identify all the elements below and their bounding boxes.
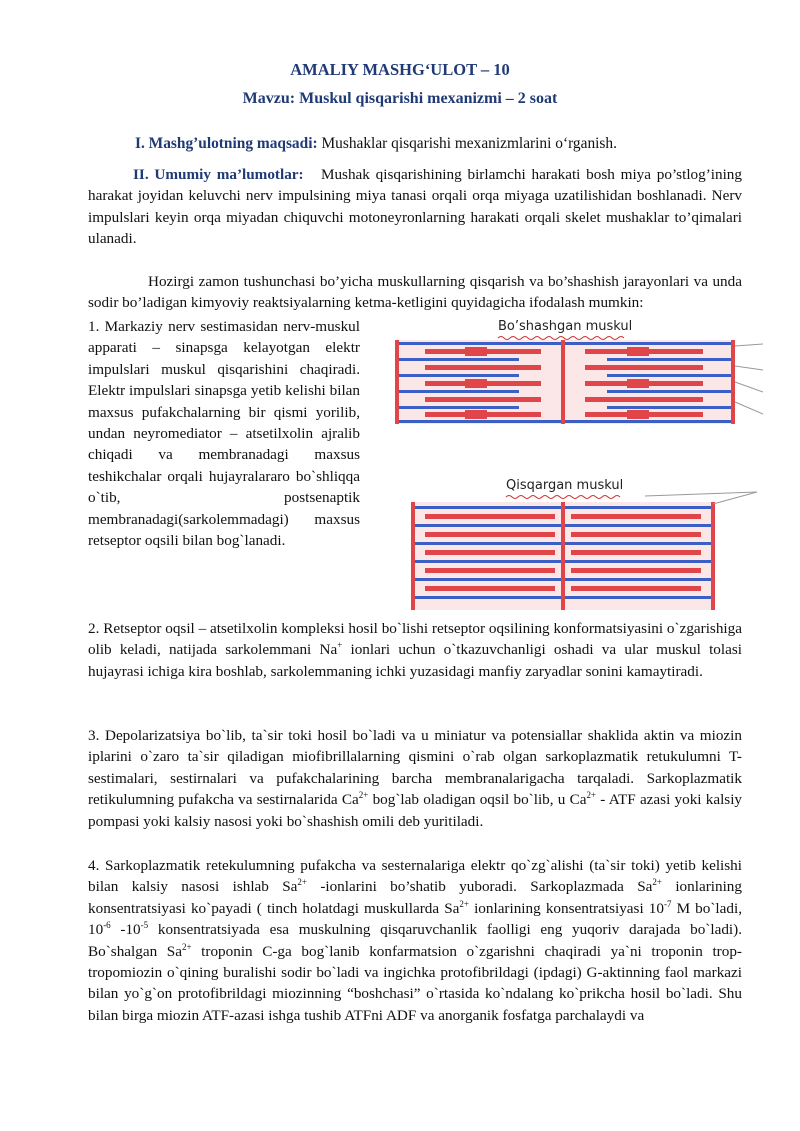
item4-sup-7: 2+	[181, 941, 192, 952]
item3-sup-2: 2+	[586, 790, 597, 801]
item3-sup-1: 2+	[358, 790, 369, 801]
item4-text-h: troponin C-ga bog`lanib konfarmatsion o`zgarishni chaqiradi ya`ni troponin trop-tropomiozin o`qining buralishi sodir bo`ladi va ingichka protofibrildagi (ipdagi) G-aktinning faol markazi bilan yo`g`on protofibrildagi miozinning “boshchasi” o`rtasida ko`ndalang ko`prikcha hosil bo`ladi. Shu bilan birga miozin ATF-azasi ishga tushib ATFni ADF va anorganik fosfatga parchalaydi va	[88, 942, 742, 1024]
item2-text-a: 2. Retseptor oqsil – atsetilxolin kompleksi hosil bo`lishi retseptor oqsilining konformatsiyasini o`zgarishiga olib keladi, natijada sarkolemmani Na	[88, 620, 742, 659]
section-general	[88, 164, 742, 250]
item4-sup-4: -7	[663, 898, 672, 909]
relaxed-muscle-diagram	[395, 340, 763, 424]
item3-text-a: 3. Depolarizatsiya bo`lib, ta`sir toki hosil bo`ladi va u miniatur va potensiallar shaklida aktin va miozin iplarini o`zaro ta`sir qiladigan miofibrillalarning qismini o`rab olgan sarkoplazmatik retukulumni T-sestimalari, sestirnalari va pufakchalarining barcha membranalarigacha tarqaladi. Sarkoplazmatik retikulumning pufakcha va sestirnalarida Ca	[88, 727, 742, 809]
item4-text-b: -ionlarini bo’shatib yuboradi. Sarkoplazmada Sa	[306, 878, 653, 896]
item3-text-c: - ATF azasi yoki kalsiy pompasi yoki kalsiy nasosi yoki bo`shashish omili deb yuritiladi.	[88, 791, 743, 830]
page-subtitle: Mavzu: Muskul qisqarishi mexanizmi – 2 soat	[242, 90, 558, 107]
contracted-muscle-diagram	[411, 492, 757, 610]
paragraph-current-concept: Hozirgi zamon tushunchasi bo’yicha muskullarning qisqarish va bo’shashish jarayonlari va unda sodir bo’ladigan kimyoviy reaktsiyalarning ketma-ketligini quyidagicha ifodalash mumkin:	[88, 273, 742, 312]
item4-sup-6: -5	[140, 920, 149, 931]
paragraph-item-2	[88, 618, 742, 682]
item2-sup: +	[337, 640, 343, 651]
item4-text-c: ionlarining konsentratsiyasi ko`payadi ( tinch holatdagi muskullarda Sa	[88, 878, 742, 917]
section-goal-text: Mushaklar qisqarishi mexanizmlarini o‘rganish.	[321, 135, 617, 152]
item4-text-e: M bo`ladi, 10	[88, 899, 742, 939]
item4-sup-2: 2+	[652, 877, 662, 888]
item4-text-g: konsentratsiyada esa muskulning qisqaruvchanlik faolligi eng yuqoriv darajada bo`ladi). Bo`shalgan Sa	[88, 921, 742, 960]
paragraph-item-1: 1. Markaziy nerv sestimasidan nerv-muskul apparati – sinapsga kelayotgan elektr impulslari muskul qisqarishini chaqiradi. Elektr impulslari sinapsga yetib kelishi bilan maxsus pufakchalarning bir qismi yorilib, undan neyromediator – atsetilxolin ajralib chiqadi va membranadagi maxsus teshikchalar orqali hujayralararo bo`shliqqa o`tib, postsenaptik membranadagi(sarkolemmadagi) maxsus retseptor oqsili bilan bog`lanadi.	[88, 318, 360, 550]
item2-text-b: ionlari uchun o`tkazuvchanligi oshadi va ular muskul tolasi hujayrasi ichiga kira boshlab, sarkolemmaning ichki yuzasidagi manfiy zaryadlar sonini kamaytiradi.	[88, 641, 742, 680]
muscle-figure	[395, 316, 765, 616]
paragraph-item-4	[88, 855, 742, 1026]
item4-sup-5: -6	[103, 920, 111, 931]
page-title: AMALIY MASHG‘ULOT – 10	[290, 60, 510, 79]
item4-text-f: -10	[110, 921, 141, 939]
section-general-heading: II. Umumiy ma’lumotlar:	[133, 166, 304, 183]
paragraph-item-3	[88, 725, 742, 832]
section-goal	[135, 133, 742, 154]
item4-sup-1: 2+	[297, 877, 307, 888]
label-contracted-muscle: Qisqargan muskul	[506, 478, 624, 493]
item3-text-b: bog`lab oladigan oqsil bo`lib, u Ca	[368, 791, 587, 809]
section-general-text: Mushak qisqarishining birlamchi harakati bosh miya po’stlog’ining harakat joyidan keluvchi nerv impulsining miya tanasi orqali orqa miyaga uzatilishidan boshlanadi. Nerv impulslari keyin orqa miyadan chiquvchi motoneyronlarning harakati orqali skelet mushaklar to’qimalari ulanadi.	[88, 166, 742, 248]
item4-text-a: 4. Sarkoplazmatik retekulumning pufakcha va sesternalariga elektr qo`zg`alishi (ta`sir toki) yetib kelishi bilan kalsiy nasosi ishlab Sa	[88, 857, 742, 896]
label-relaxed-muscle: Bo’shashgan muskul	[498, 319, 633, 334]
item4-sup-3: 2+	[459, 898, 469, 909]
section-goal-heading: I. Mashg’ulotning maqsadi:	[135, 135, 318, 152]
item4-text-d: ionlarining konsentratsiyasi 10	[468, 899, 664, 917]
sarcomere-diagram	[395, 316, 765, 616]
